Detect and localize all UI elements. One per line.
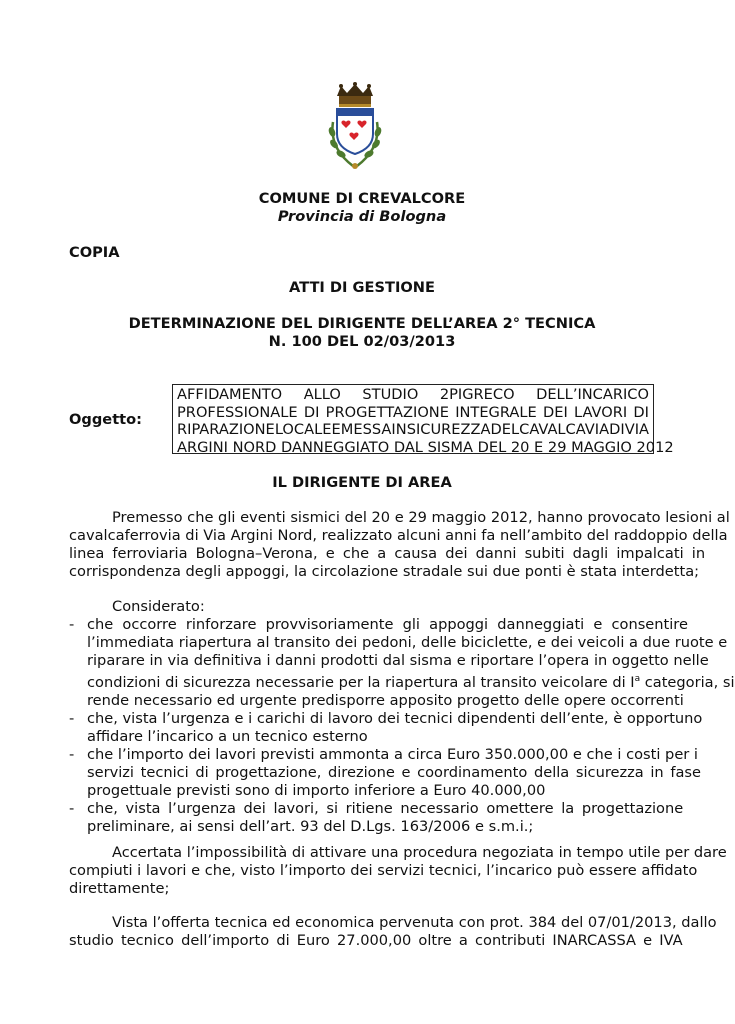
crown-icon — [337, 82, 373, 107]
subject-line-4: ARGINI NORD DANNEGGIATO DAL SISMA DEL 20 E 29 MAGGIO 2012 — [177, 438, 674, 456]
determination-number: N. 100 DEL 02/03/2013 — [268, 333, 456, 350]
premesso-paragraph: Premesso che gli eventi sismici del 20 e 29 maggio 2012, hanno provocato lesioni al cavalcaferrovia di Via Argini Nord, realizzato alcuni anni fa nell’ambito del raddoppio della linea ferroviaria Bologna–Verona, e che a causa dei danni subiti dagli impalcati in corrispondenza degli appoggi, la circolazione stradale sui due ponti è stata interdetta; — [69, 509, 730, 580]
determination-title: DETERMINAZIONE DEL DIRIGENTE DELL’AREA 2° TECNICA — [128, 315, 596, 332]
subject-line-1: AFFIDAMENTO ALLO STUDIO 2PIGRECO DELL’INCARICO — [177, 386, 649, 403]
list-item: - che, vista l’urgenza dei lavori, si ritiene necessario omettere la progettazione preliminare, ai sensi dell’art. 93 del D.Lgs. 163/2006 e s.m.i.; — [69, 799, 684, 835]
considerato-label: Considerato: — [112, 598, 205, 615]
list-item: - che occorre rinforzare provvisoriamente gli appoggi danneggiati e consentire l’immediata riapertura al transito dei pedoni, delle biciclette, e dei veicoli a due ruote e riparare in via definitiva i danni prodotti dal sisma e riportare l’opera in oggetto nelle condizioni di sicurezza necessarie per la riapertura al transito veicolare di $I^a$ categoria, si rende necessario ed urgente predisporre apposito progetto delle opere occorrenti — [69, 616, 735, 709]
copy-label: COPIA — [69, 244, 120, 261]
subject-box — [172, 384, 674, 456]
list-item: - che l’importo dei lavori previsti ammonta a circa Euro 350.000,00 e che i costi per i servizi tecnici di progettazione, direzione e coordinamento della sicurezza in fase progettuale previsti sono di importo inferiore a Euro 40.000,00 — [69, 745, 701, 799]
accertata-paragraph: Accertata l’impossibilità di attivare una procedura negoziata in tempo utile per dare compiuti i lavori e che, visto l’importo dei servizi tecnici, l’incarico può essere affidato direttamente; — [69, 844, 727, 897]
municipality-name: COMUNE DI CREVALCORE — [258, 190, 466, 207]
list-item: - che, vista l’urgenza e i carichi di lavoro dei tecnici dipendenti dell’ente, è opportuno affidare l’incarico a un tecnico esterno — [69, 709, 703, 745]
coat-of-arms-icon — [323, 82, 387, 174]
subject-label: Oggetto: — [69, 411, 143, 428]
body-heading: IL DIRIGENTE DI AREA — [272, 474, 452, 491]
subject-line-3: RIPARAZIONE LOCALE E MESSA IN SICUREZZA DEL CAVALCAVIA DI VIA — [177, 421, 649, 438]
subject-line-2: PROFESSIONALE DI PROGETTAZIONE INTEGRALE DEI LAVORI DI — [177, 403, 649, 421]
section-title: ATTI DI GESTIONE — [289, 279, 435, 296]
considerato-section — [69, 598, 735, 836]
vista-paragraph: Vista l’offerta tecnica ed economica pervenuta con prot. 384 del 07/01/2013, dallo studio tecnico dell’importo di Euro 27.000,00 oltre a contributi INARCASSA e IVA — [69, 914, 717, 949]
province-name: Provincia di Bologna — [277, 208, 447, 225]
